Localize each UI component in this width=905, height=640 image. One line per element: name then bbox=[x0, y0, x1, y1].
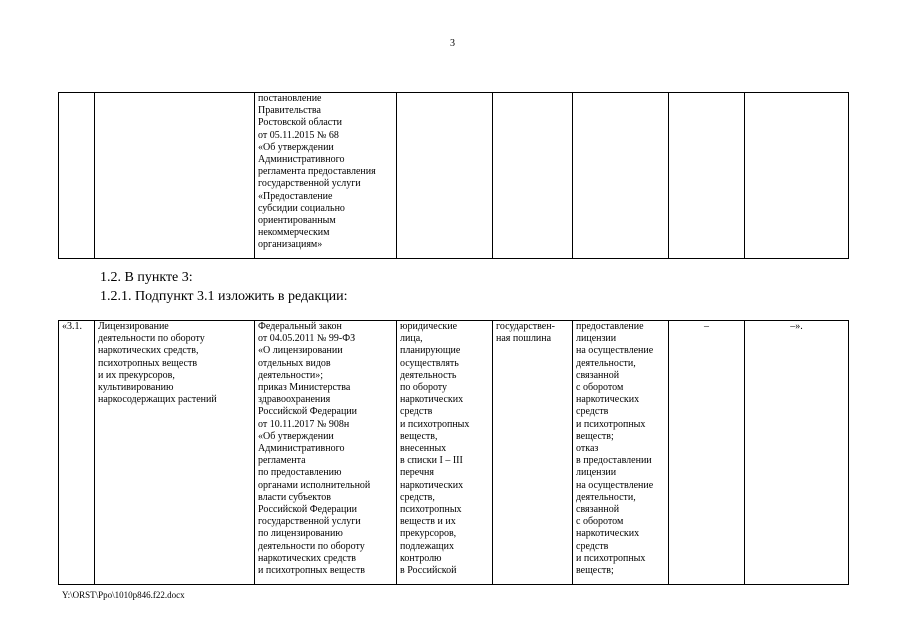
table-cell-number: «3.1. bbox=[59, 321, 95, 585]
table-cell-fee bbox=[493, 93, 573, 259]
table-row bbox=[59, 321, 849, 585]
table-cell-number bbox=[59, 93, 95, 259]
table-cell-legal-basis: Федеральный закон от 04.05.2011 № 99-ФЗ «О лицензировании отдельных видов деятельности»; приказ Министерства здравоохранения Российской Федерации от 10.11.2017 № 908н «Об утверждении Административного регламента по предоставлению органами исполнительной власти субъектов Российской Федерации государственной услуги по лицензированию деятельности по обороту наркотических средств и психотропных веществ bbox=[255, 321, 397, 585]
table-cell-result: предоставление лицензии на осуществление деятельности, связанной с оборотом наркотических средств и психотропных веществ; отказ в предоставлении лицензии на осуществление деятельности, связанной с оборотом наркотических средств и психотропных веществ; bbox=[573, 321, 669, 585]
table-cell-extra-2 bbox=[745, 93, 849, 259]
amendment-table bbox=[58, 320, 849, 585]
table-cell-legal-basis: постановление Правительства Ростовской области от 05.11.2015 № 68 «Об утверждении Административного регламента предоставления государственной услуги «Предоставление субсидии социально ориентированным некоммерческим организациям» bbox=[255, 93, 397, 259]
table-cell-dash-1: – bbox=[669, 321, 745, 585]
table-cell-fee: государствен- ная пошлина bbox=[493, 321, 573, 585]
table-cell-result bbox=[573, 93, 669, 259]
table-cell-applicants: юридические лица, планирующие осуществлять деятельность по обороту наркотических средств и психотропных веществ, внесенных в списки I – III перечня наркотических средств, психотропных веществ и их прекурсоров, подлежащих контролю в Российской bbox=[397, 321, 493, 585]
table-cell-dash-2: –». bbox=[745, 321, 849, 585]
table-cell-applicants bbox=[397, 93, 493, 259]
file-path-footer: Y:\ORST\Ppo\1010p846.f22.docx bbox=[62, 590, 185, 600]
page-number: 3 bbox=[450, 38, 455, 49]
table-cell-extra-1 bbox=[669, 93, 745, 259]
table-row bbox=[59, 93, 849, 259]
subsection-heading: 1.2.1. Подпункт 3.1 изложить в редакции: bbox=[100, 289, 348, 304]
section-heading: 1.2. В пункте 3: bbox=[100, 270, 193, 285]
table-cell-service: Лицензирование деятельности по обороту наркотических средств, психотропных веществ и их прекурсоров, культивированию наркосодержащих растений bbox=[95, 321, 255, 585]
continuation-table bbox=[58, 92, 849, 259]
table-cell-service bbox=[95, 93, 255, 259]
